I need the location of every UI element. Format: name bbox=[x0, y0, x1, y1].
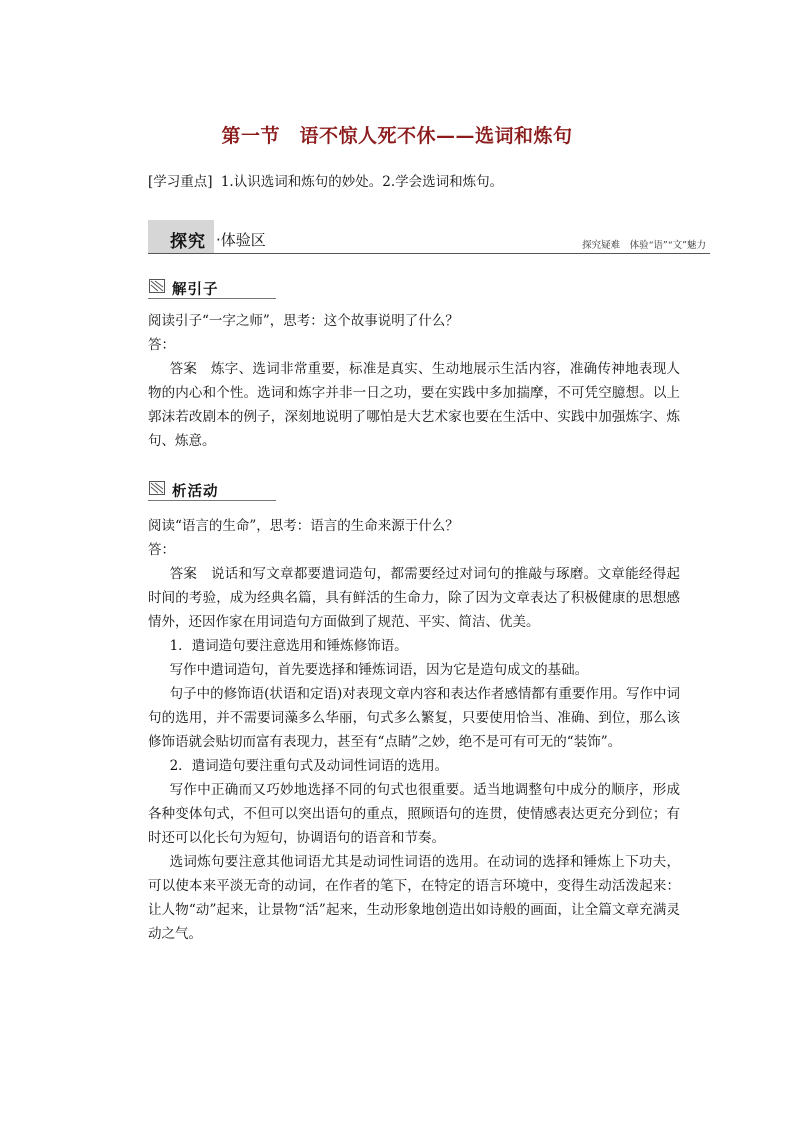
section-heading-rule bbox=[148, 298, 276, 299]
point1-paragraph1: 写作中遣词造句，首先要选择和锤炼词语，因为它是造句成文的基础。 bbox=[169, 662, 589, 678]
point2-paragraph1: 写作中正确而又巧妙地选择不同的句式也很重要。适当地调整句中成分的顺序，形成各种变体句式，不但可以突出语句的重点，照顾语句的连贯，使情感表达更充分到位；有时还可以化长句为短句，协调语句的语音和节奏。 bbox=[148, 782, 680, 846]
point2-title: 2．遣词造句要注重句式及动词性词语的选用。 bbox=[169, 758, 449, 774]
section1-question: 阅读引子“一字之师”，思考：这个故事说明了什么？ bbox=[148, 313, 459, 329]
learning-focus bbox=[148, 172, 503, 192]
band-right-caption: 探究疑难 体验“语”“文”魅力 bbox=[582, 240, 706, 251]
point2-paragraph2: 选词炼句要注意其他词语尤其是动词性词语的选用。在动词的选择和锤炼上下功夫，可以使本来平淡无奇的动词，在作者的笔下，在特定的语言环境中，变得生动活泼起来：让人物“动”起来，让景物“活”起来，生动形象地创造出如诗般的画面，让全篇文章充满灵动之气。 bbox=[148, 854, 680, 942]
section-heading-text: 解引子 bbox=[172, 282, 219, 298]
section2-answer: 答案 说话和写文章都要遣词造句，都需要经过对词句的推敲与琢磨。文章能经得起时间的考验，成为经典名篇，具有鲜活的生命力，除了因为文章表达了积极健康的思想感情外，还因作家在用词造句方面做到了规范、平实、简洁、优美。 bbox=[148, 566, 680, 630]
section2-question: 阅读“语言的生命”，思考：语言的生命来源于什么？ bbox=[148, 518, 459, 534]
section1-answer: 答案 炼字、选词非常重要，标准是真实、生动地展示生活内容，准确传神地表现人物的内心和个性。选词和炼字并非一日之功，要在实践中多加揣摩，不可凭空臆想。以上郭沫若改剧本的例子，深刻地说明了哪怕是大艺术家也要在生活中、实践中加强炼字、炼句、炼意。 bbox=[148, 361, 680, 449]
section2-body bbox=[148, 514, 680, 946]
point1-paragraph2: 句子中的修饰语(状语和定语)对表现文章内容和表达作者感情都有重要作用。写作中词句的选用，并不需要词藻多么华丽，句式多么繁复，只要使用恰当、准确、到位，那么该修饰语就会贴切而富有表现力，甚至有“点睛”之妙，绝不是可有可无的“装饰”。 bbox=[148, 686, 680, 750]
section-heading-rule bbox=[148, 500, 276, 501]
corner-mark-icon bbox=[149, 481, 165, 495]
section1-body bbox=[148, 309, 680, 453]
section-heading-xihuodong bbox=[148, 479, 276, 501]
section1-answer-label: 答： bbox=[148, 337, 175, 353]
page-title: 第一节 语不惊人死不休——选词和炼句 bbox=[221, 125, 573, 147]
corner-mark-icon bbox=[149, 279, 165, 293]
point1-title: 1．遣词造句要注意选用和锤炼修饰语。 bbox=[169, 638, 408, 654]
learning-focus-text: 1.认识选词和炼句的妙处。2.学会选词和炼句。 bbox=[220, 174, 504, 190]
section2-answer-label: 答： bbox=[148, 542, 175, 558]
section-band bbox=[148, 220, 710, 254]
section-heading-text: 析活动 bbox=[172, 484, 219, 500]
band-rule bbox=[148, 253, 710, 254]
learning-focus-label: [学习重点] bbox=[148, 174, 213, 190]
section-heading-jieyinzi bbox=[148, 277, 276, 299]
band-tab-label: 探究 bbox=[170, 232, 206, 252]
band-subtitle: ·体验区 bbox=[216, 231, 266, 249]
